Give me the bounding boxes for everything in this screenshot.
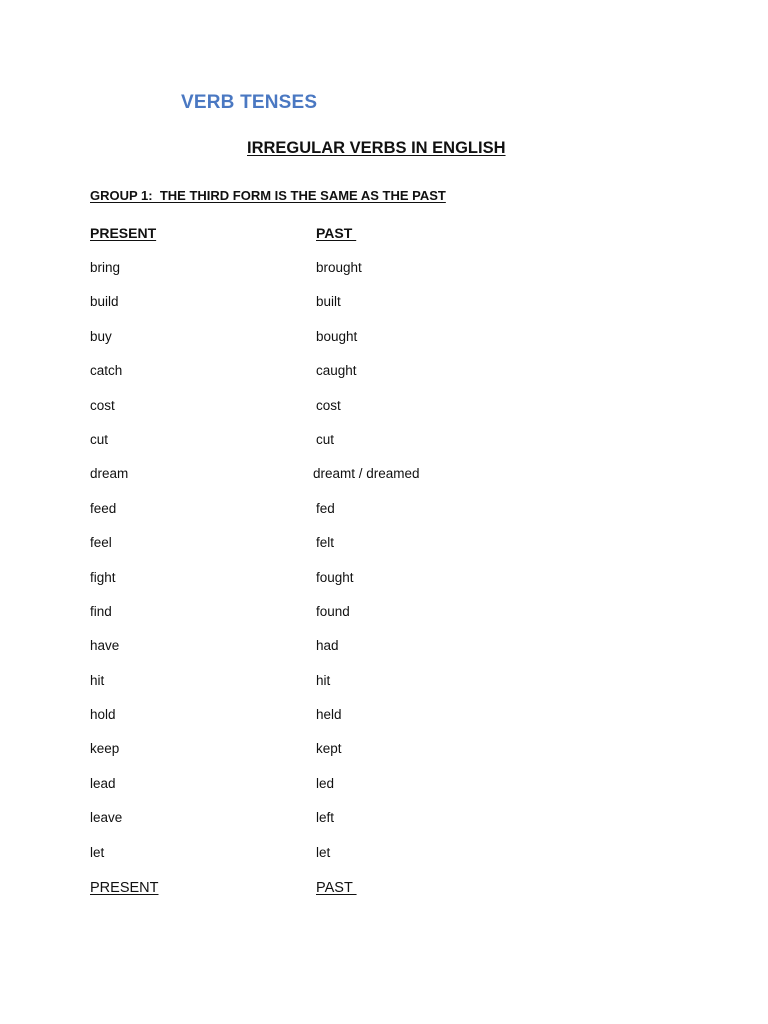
past-form: left (316, 810, 335, 826)
present-form: hold (90, 707, 116, 723)
verb-row (0, 568, 768, 602)
past-form: let (316, 844, 331, 860)
past-form: cut (316, 431, 335, 447)
verb-row (0, 361, 768, 395)
past-form: caught (316, 363, 357, 379)
verb-row (0, 396, 768, 430)
present-form: dream (90, 466, 129, 482)
verb-row (0, 292, 768, 326)
present-form: bring (90, 260, 121, 275)
column-header-past: PAST (316, 225, 357, 241)
present-form: build (90, 294, 119, 310)
past-form: bought (316, 328, 358, 344)
present-form: feed (90, 500, 117, 516)
present-form: buy (90, 328, 112, 344)
verb-row (0, 430, 768, 464)
past-form: kept (316, 741, 342, 757)
past-form: felt (316, 535, 335, 551)
footer-column-header-present: PRESENT (90, 880, 159, 896)
verb-row (0, 327, 768, 361)
past-form: led (316, 775, 335, 791)
past-form: hit (316, 672, 331, 688)
past-form: dreamt / dreamed (313, 466, 420, 482)
past-form: brought (316, 260, 362, 275)
verb-row (0, 499, 768, 533)
verb-row (0, 774, 768, 808)
group-heading: GROUP 1: THE THIRD FORM IS THE SAME AS THE PAST (90, 188, 446, 203)
verb-row (0, 671, 768, 705)
present-form: find (90, 603, 112, 619)
footer-column-header-past: PAST (316, 880, 357, 896)
verb-row (0, 464, 768, 498)
present-form: catch (90, 363, 123, 379)
present-form: keep (90, 741, 120, 757)
present-form: hit (90, 672, 105, 688)
past-form: fought (316, 569, 354, 585)
present-form: fight (90, 569, 116, 585)
verb-row (0, 258, 768, 292)
verb-row (0, 843, 768, 877)
verb-row (0, 705, 768, 739)
document-title: VERB TENSES (181, 92, 318, 113)
verb-row (0, 602, 768, 636)
present-form: let (90, 844, 105, 860)
past-form: built (316, 294, 341, 310)
verb-row (0, 808, 768, 842)
verb-row (0, 636, 768, 670)
verb-row (0, 739, 768, 773)
column-header-present: PRESENT (90, 225, 157, 241)
verb-list (0, 258, 768, 877)
present-form: lead (90, 775, 116, 791)
verb-row (0, 533, 768, 567)
past-form: held (316, 707, 342, 723)
past-form: had (316, 638, 339, 654)
present-form: have (90, 638, 120, 654)
past-form: fed (316, 500, 335, 516)
document-subtitle: IRREGULAR VERBS IN ENGLISH (247, 139, 506, 157)
past-form: cost (316, 397, 341, 413)
present-form: cut (90, 431, 109, 447)
present-form: cost (90, 397, 115, 413)
present-form: leave (90, 810, 123, 826)
past-form: found (316, 603, 350, 619)
present-form: feel (90, 535, 112, 551)
